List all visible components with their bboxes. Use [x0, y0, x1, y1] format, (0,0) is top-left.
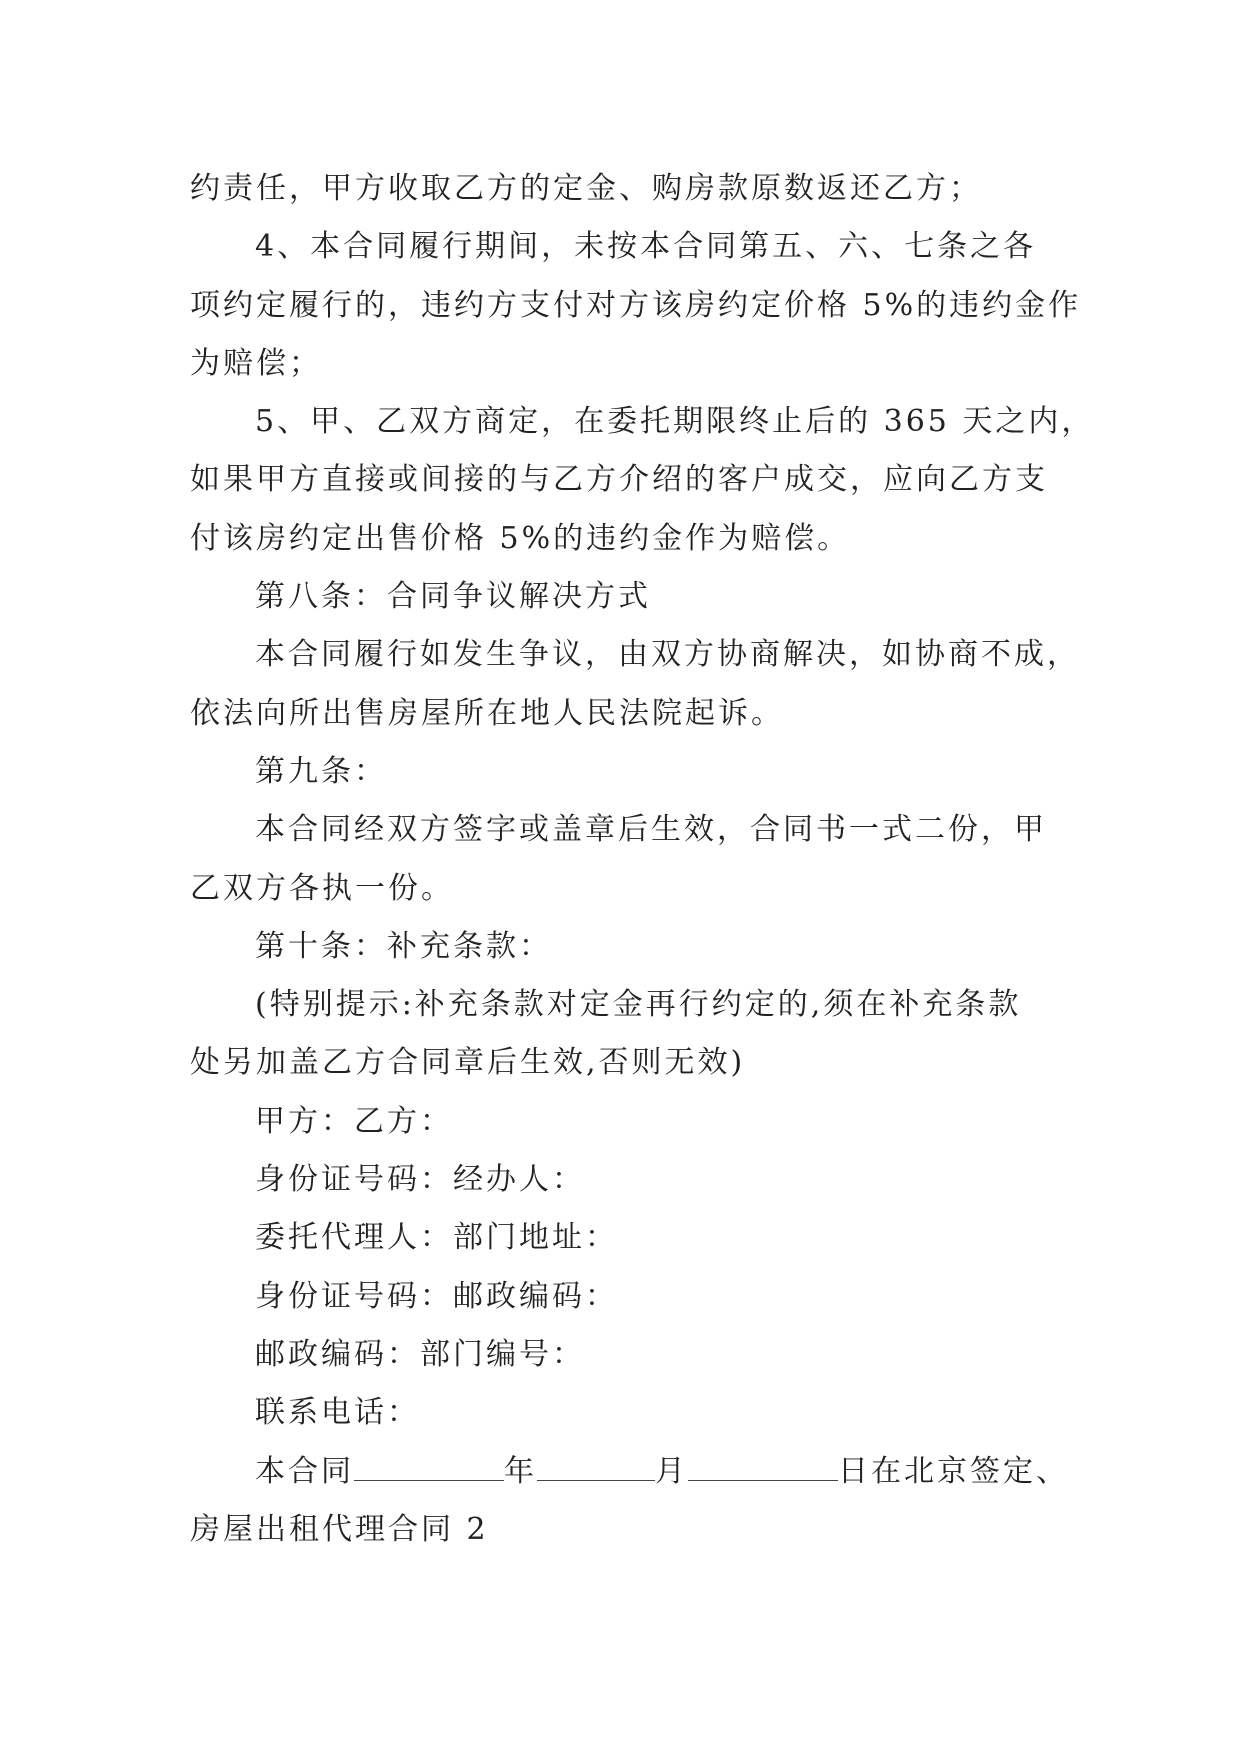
next-contract-title: 房屋出租代理合同 2 [190, 1511, 489, 1547]
year-blank [354, 1458, 504, 1481]
postcode-department-labels: 邮政编码：部门编号： [255, 1336, 585, 1372]
clause-4-line: 4、本合同履行期间，未按本合同第五、六、七条之各 [255, 229, 1037, 265]
month-blank [537, 1458, 655, 1481]
signing-prefix: 本合同 [255, 1453, 354, 1489]
contract-text [190, 160, 1095, 1559]
signing-suffix: 日在北京签定、 [838, 1453, 1069, 1489]
id-number-postcode-labels: 身份证号码：邮政编码： [255, 1278, 618, 1314]
text-line: 本合同履行如发生争议，由双方协商解决，如协商不成， [255, 637, 1080, 673]
year-label: 年 [504, 1453, 537, 1489]
text-line: 如果甲方直接或间接的与乙方介绍的客户成交，应向乙方支 [190, 462, 1048, 498]
article-8-heading: 第八条：合同争议解决方式 [255, 579, 651, 615]
text-line: 本合同经双方签字或盖章后生效，合同书一式二份，甲 [255, 812, 1047, 848]
month-label: 月 [655, 1453, 688, 1489]
text-line: 项约定履行的，违约方支付对方该房约定价格 5%的违约金作 [190, 287, 1082, 323]
text-line: 依法向所出售房屋所在地人民法院起诉。 [190, 695, 784, 731]
text-line: 付该房约定出售价格 5%的违约金作为赔偿。 [190, 520, 851, 556]
day-blank [688, 1458, 838, 1481]
party-labels: 甲方：乙方： [255, 1103, 453, 1139]
phone-label: 联系电话： [255, 1395, 420, 1431]
special-notice-line: (特别提示:补充条款对定金再行约定的,须在补充条款 [255, 987, 1022, 1023]
signing-date-line [190, 1443, 1070, 1501]
id-number-agent-labels: 身份证号码：经办人： [255, 1162, 585, 1198]
article-10-heading: 第十条：补充条款： [255, 928, 552, 964]
proxy-address-labels: 委托代理人：部门地址： [255, 1220, 618, 1256]
text-line: 为赔偿； [190, 345, 322, 381]
special-notice-line: 处另加盖乙方合同章后生效,否则无效) [190, 1045, 746, 1081]
article-9-heading: 第九条： [255, 753, 387, 789]
text-line: 约责任，甲方收取乙方的定金、购房款原数返还乙方； [190, 171, 982, 206]
clause-5-line: 5、甲、乙双方商定，在委托期限终止后的 365 天之内， [255, 404, 1095, 440]
text-line: 乙双方各执一份。 [190, 870, 454, 906]
